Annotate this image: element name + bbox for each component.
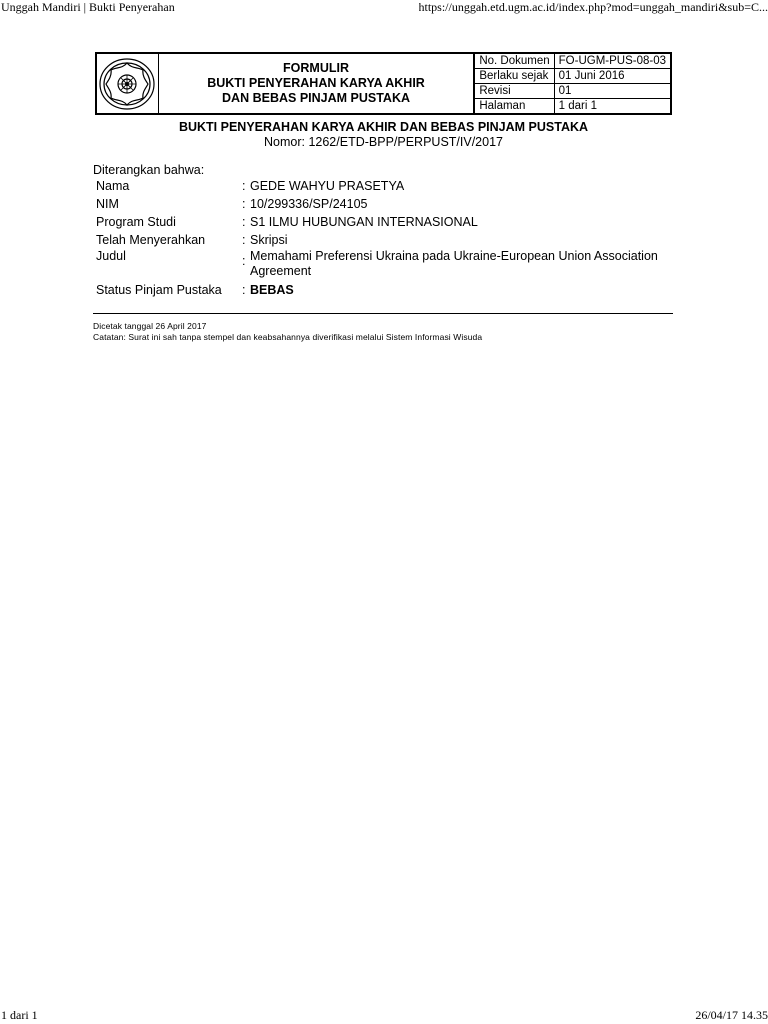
form-title-line2: BUKTI PENYERAHAN KARYA AKHIR xyxy=(207,76,425,90)
print-datetime: 26/04/17 14.35 xyxy=(695,1008,768,1022)
printed-date: Dicetak tanggal 26 April 2017 xyxy=(93,321,207,331)
field-label: Nama xyxy=(96,179,130,193)
field-label: Telah Menyerahkan xyxy=(96,233,206,247)
field-label: Judul xyxy=(96,249,126,263)
field-row-nama: Nama : GEDE WAHYU PRASETYA xyxy=(93,179,673,197)
print-page-title: Unggah Mandiri | Bukti Penyerahan xyxy=(1,0,175,14)
field-row-judul: Judul : Memahami Preferensi Ukraina pada Ukraine-European Union Association Agreement xyxy=(93,249,673,283)
print-url: https://unggah.etd.ugm.ac.id/index.php?mod=unggah_mandiri&sub=C... xyxy=(418,0,768,14)
meta-value: 01 Juni 2016 xyxy=(554,69,670,84)
field-value: 10/299336/SP/24105 xyxy=(250,197,368,211)
field-label: Status Pinjam Pustaka xyxy=(96,283,222,297)
ugm-seal-icon xyxy=(98,57,156,111)
form-title-line1: FORMULIR xyxy=(283,61,350,75)
document-meta-table xyxy=(475,54,670,113)
field-label: Program Studi xyxy=(96,215,176,229)
field-value: S1 ILMU HUBUNGAN INTERNASIONAL xyxy=(250,215,478,229)
verification-note: Catatan: Surat ini sah tanpa stempel dan keabsahannya diverifikasi melalui Sistem Informasi Wisuda xyxy=(93,332,483,342)
meta-label: Revisi xyxy=(475,84,554,99)
divider xyxy=(93,313,673,314)
meta-row xyxy=(475,84,670,99)
student-fields xyxy=(93,179,673,301)
field-value: Memahami Preferensi Ukraina pada Ukraine-European Union Association Agreement xyxy=(250,249,658,278)
meta-value: FO-UGM-PUS-08-03 xyxy=(554,54,670,69)
meta-row xyxy=(475,69,670,84)
meta-row xyxy=(475,99,670,114)
field-row-telah-menyerahkan: Telah Menyerahkan : Skripsi xyxy=(93,233,673,251)
document-number: Nomor: 1262/ETD-BPP/PERPUST/IV/2017 xyxy=(264,135,503,149)
field-row-program-studi: Program Studi : S1 ILMU HUBUNGAN INTERNASIONAL xyxy=(93,215,673,233)
form-title-line3: DAN BEBAS PINJAM PUSTAKA xyxy=(222,91,411,105)
status-badge: BEBAS xyxy=(250,283,294,297)
field-label: NIM xyxy=(96,197,119,211)
meta-value: 01 xyxy=(554,84,670,99)
intro-text: Diterangkan bahwa: xyxy=(93,163,205,177)
form-title xyxy=(159,54,476,113)
field-value: Skripsi xyxy=(250,233,288,247)
field-value: GEDE WAHYU PRASETYA xyxy=(250,179,405,193)
document-title: BUKTI PENYERAHAN KARYA AKHIR DAN BEBAS PINJAM PUSTAKA xyxy=(178,120,589,134)
form-header xyxy=(95,52,672,115)
ugm-logo xyxy=(97,54,159,113)
meta-row xyxy=(475,54,670,69)
print-page-counter: 1 dari 1 xyxy=(1,1008,38,1022)
field-row-nim: NIM : 10/299336/SP/24105 xyxy=(93,197,673,215)
field-row-status-pinjam: Status Pinjam Pustaka : BEBAS xyxy=(93,283,673,301)
meta-label: Berlaku sejak xyxy=(475,69,554,84)
meta-label: Halaman xyxy=(475,99,554,114)
meta-value: 1 dari 1 xyxy=(558,100,597,112)
meta-label: No. Dokumen xyxy=(475,54,554,69)
